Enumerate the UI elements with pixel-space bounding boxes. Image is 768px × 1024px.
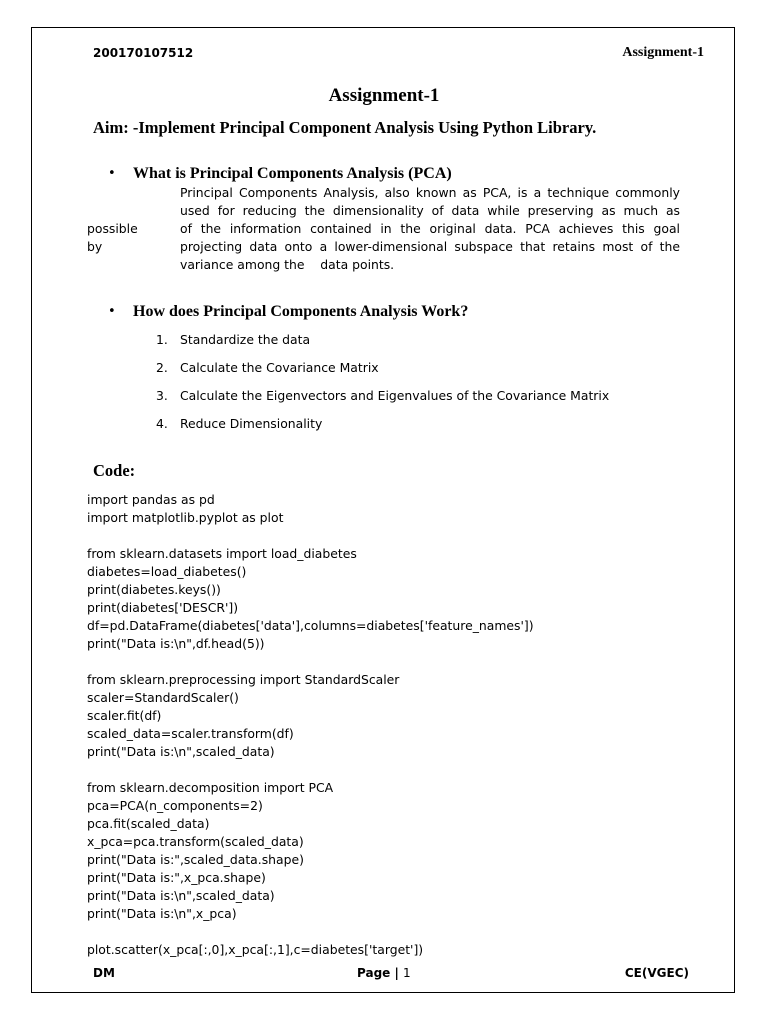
step-number: 2. [156, 360, 168, 375]
code-line: import matplotlib.pyplot as plot [87, 510, 284, 525]
enrollment-number: 200170107512 [93, 46, 194, 60]
step-text: Calculate the Covariance Matrix [180, 360, 379, 375]
code-line: print("Data is:",x_pca.shape) [87, 870, 266, 885]
footer-department: CE(VGEC) [624, 966, 689, 980]
code-line: pca.fit(scaled_data) [87, 816, 210, 831]
code-line: diabetes=load_diabetes() [87, 564, 247, 579]
bullet-icon: • [108, 166, 116, 181]
code-line: print("Data is:\n",x_pca) [87, 906, 237, 921]
code-line: pca=PCA(n_components=2) [87, 798, 263, 813]
page-number: 1 [403, 966, 411, 980]
paragraph-line: variance among the data points. [180, 257, 395, 272]
step-number: 3. [156, 388, 168, 403]
paragraph-line: of the information contained in the original data. PCA achieves this goal [180, 221, 680, 236]
pca-paragraph [180, 184, 680, 274]
footer-page [357, 966, 411, 980]
code-line: print(diabetes['DESCR']) [87, 600, 239, 615]
code-line: print("Data is:\n",scaled_data) [87, 888, 275, 903]
paragraph-line: used for reducing the dimensionality of data while preserving as much as [180, 203, 680, 218]
code-heading: Code: [93, 461, 136, 480]
code-line: print(diabetes.keys()) [87, 582, 221, 597]
step-number: 4. [156, 416, 168, 431]
code-line [87, 761, 707, 779]
bullet-icon: • [108, 304, 116, 319]
code-line: print("Data is:",scaled_data.shape) [87, 852, 304, 867]
step-text: Standardize the data [180, 332, 311, 347]
step-number: 1. [156, 332, 168, 347]
code-line [87, 653, 707, 671]
code-line: from sklearn.datasets import load_diabetes [87, 546, 357, 561]
paragraph-line: projecting data onto a lower-dimensional subspace that retains most of the [180, 239, 680, 254]
margin-word: possible [87, 221, 138, 236]
page-label: Page | [357, 966, 399, 980]
step-text: Calculate the Eigenvectors and Eigenvalues of the Covariance Matrix [180, 388, 610, 403]
section-heading-how-pca-works: How does Principal Components Analysis Work? [133, 303, 469, 320]
code-line: from sklearn.preprocessing import StandardScaler [87, 672, 400, 687]
footer-subject: DM [93, 966, 115, 980]
aim-statement: Aim: -Implement Principal Component Analysis Using Python Library. [93, 118, 597, 137]
code-line: import pandas as pd [87, 492, 215, 507]
step-text: Reduce Dimensionality [180, 416, 323, 431]
paragraph-line: Principal Components Analysis, also known as PCA, is a technique commonly [180, 185, 680, 200]
section-heading-pca: What is Principal Components Analysis (PCA) [133, 165, 452, 182]
code-line [87, 527, 707, 545]
code-line: scaler.fit(df) [87, 708, 162, 723]
code-line: from sklearn.decomposition import PCA [87, 780, 334, 795]
code-line [87, 923, 707, 941]
margin-word: by [87, 239, 103, 254]
code-line: x_pca=pca.transform(scaled_data) [87, 834, 304, 849]
code-line: print("Data is:\n",scaled_data) [87, 744, 275, 759]
page-title: Assignment-1 [328, 85, 440, 106]
code-line: print("Data is:\n",df.head(5)) [87, 636, 265, 651]
code-block [87, 491, 707, 959]
code-line: scaler=StandardScaler() [87, 690, 239, 705]
code-line: scaled_data=scaler.transform(df) [87, 726, 294, 741]
code-line: df=pd.DataFrame(diabetes['data'],columns=diabetes['feature_names']) [87, 618, 534, 633]
code-line: plot.scatter(x_pca[:,0],x_pca[:,1],c=diabetes['target']) [87, 942, 424, 957]
header-assignment-label: Assignment-1 [622, 45, 704, 60]
